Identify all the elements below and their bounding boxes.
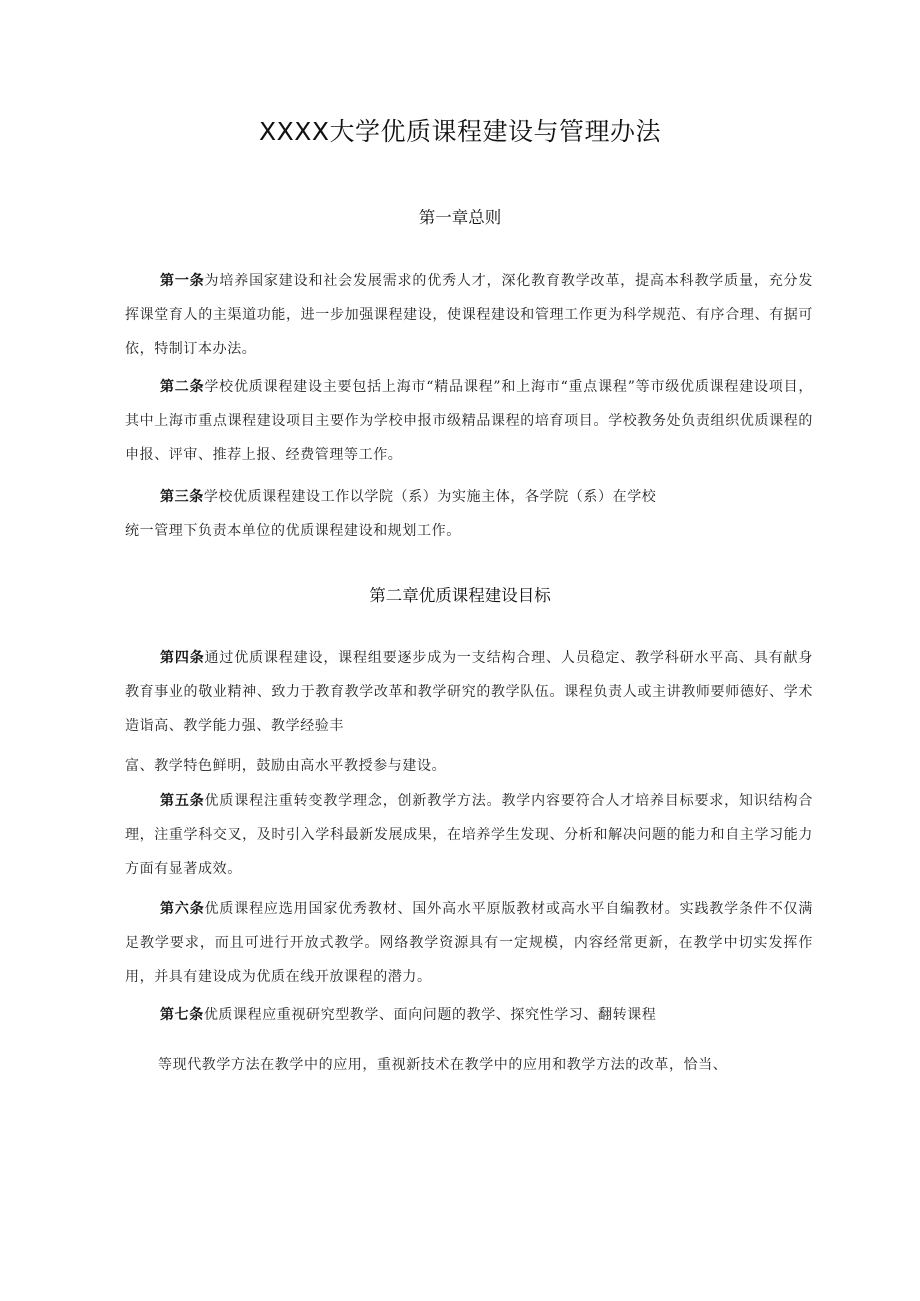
article-text: 为培养国家建设和社会发展需求的优秀人才，深化教育教学改革，提高本科教学质量，充分发挥课堂育人的主渠道功能，进一步加强课程建设，使课程建设和管理工作更为科学规范、有序合理、有据可依，特制订本办法。	[125, 273, 813, 357]
document-title: XXXX大学优质课程建设与管理办法	[258, 117, 661, 146]
article-label: 第六条	[160, 901, 205, 917]
article-5	[125, 784, 813, 886]
article-7-continuation: 等现代教学方法在教学中的应用，重视新技术在教学中的应用和教学方法的改革，恰当、	[158, 1057, 728, 1073]
article-2	[125, 370, 813, 472]
article-text: 优质课程注重转变教学理念，创新教学方法。教学内容要符合人才培养目标要求，知识结构合理，注重学科交叉，及时引入学科最新发展成果，在培养学生发现、分析和解决问题的能力和自主学习能力方面有显著成效。	[125, 793, 813, 877]
article-text: 通过优质课程建设，课程组要逐步成为一支结构合理、人员稳定、教学科研水平高、具有献身教育事业的敬业精神、致力于教育教学改革和教学研究的教学队伍。课程负责人或主讲教师要师德好、学术造诣高、教学能力强、教学经验丰	[125, 650, 813, 734]
article-label: 第三条	[160, 489, 204, 505]
chapter-heading-1: 第一章总则	[418, 208, 502, 227]
article-label: 第七条	[160, 1007, 204, 1023]
article-3	[125, 480, 813, 514]
article-text: 学校优质课程建设工作以学院（系）为实施主体，各学院（系）在学校	[203, 489, 657, 505]
article-4-continuation: 富、教学特色鲜明，鼓励由高水平教授参与建设。	[125, 758, 447, 774]
article-text: 优质课程应选用国家优秀教材、国外高水平原版教材或高水平自编教材。实践教学条件不仅满足教学要求，而且可进行开放式教学。网络教学资源具有一定规模，内容经常更新，在教学中切实发挥作用，并具有建设成为优质在线开放课程的潜力。	[125, 901, 813, 985]
chapter-heading-2: 第二章优质课程建设目标	[369, 586, 551, 605]
article-1	[125, 264, 813, 366]
article-label: 第二条	[160, 379, 205, 395]
article-text: 优质课程应重视研究型教学、面向问题的教学、探究性学习、翻转课程	[203, 1007, 657, 1023]
article-text: 学校优质课程建设主要包括上海市“精品课程”和上海市“重点课程”等市级优质课程建设项目，其中上海市重点课程建设项目主要作为学校申报市级精品课程的培育项目。学校教务处负责组织优质课程的申报、评审、推荐上报、经费管理等工作。	[125, 379, 813, 463]
article-3-continuation: 统一管理下负责本单位的优质课程建设和规划工作。	[125, 523, 461, 539]
article-7	[125, 998, 813, 1032]
article-label: 第四条	[160, 650, 205, 666]
article-6	[125, 892, 813, 994]
article-label: 第五条	[160, 793, 205, 809]
article-label: 第一条	[160, 273, 205, 289]
article-4	[125, 641, 813, 743]
